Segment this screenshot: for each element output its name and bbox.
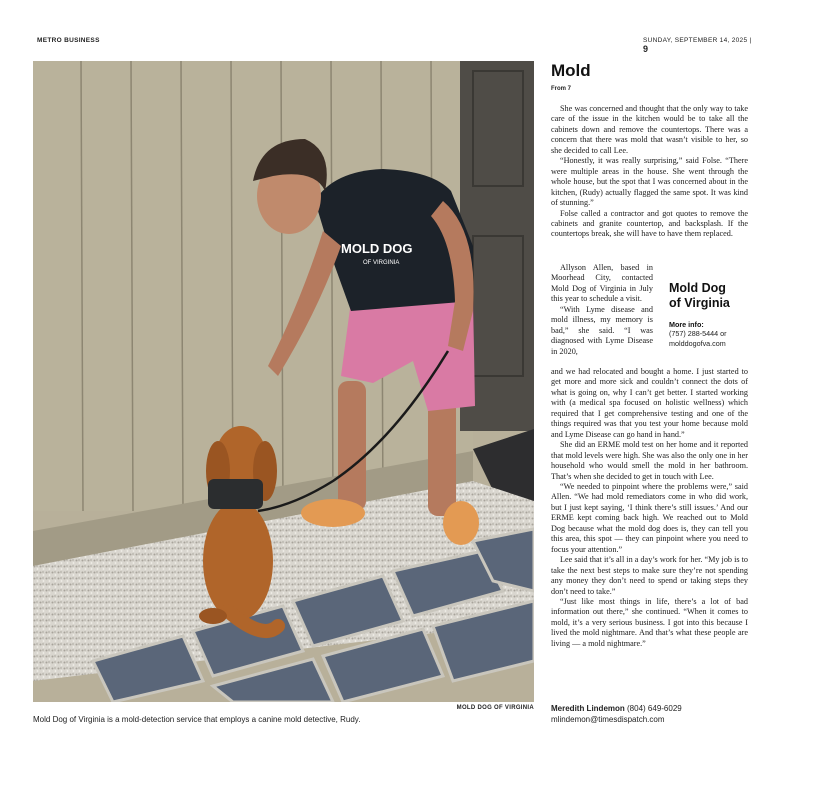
article-paragraph: “We needed to pinpoint where the problems were,” said Allen. “We had mold remediators come in who did work, but I just kept saying, ‘I think there’s still issues.’ And our ERME kept coming back high. We reached out to Mold Dog because what the mold dog does is, they can tell you this area, this spot — they can pinpoint where you need to focus your attention.” (551, 481, 748, 554)
photo-caption: Mold Dog of Virginia is a mold-detection service that employs a canine mold detective, Rudy. (33, 715, 361, 724)
author-name: Meredith Lindemon (551, 704, 625, 713)
article-paragraph: She did an ERME mold test on her home and it reported that mold levels were high. She was also the only one in her household who would smell the mold in her bathroom. That’s when she decided to get in touch with Lee. (551, 440, 748, 481)
info-box-phone: (757) 288-5444 or (669, 329, 727, 338)
dog (203, 501, 273, 621)
article-body-narrow (551, 263, 653, 357)
info-box-title-line1: Mold Dog (669, 281, 726, 295)
info-box-label: More info: (669, 320, 704, 329)
article-paragraph: “With Lyme disease and mold illness, my memory is bad,” she said. “I was diagnosed with Lyme Disease in 2020, (551, 304, 653, 356)
shirt-logo-text: MOLD DOG (341, 241, 413, 256)
author-phone: (804) 649-6029 (627, 704, 682, 713)
article-photo (33, 61, 534, 702)
shirt-logo-subtext: OF VIRGINIA (363, 260, 400, 266)
photo-credit: MOLD DOG OF VIRGINIA (456, 705, 534, 711)
section-label: METRO BUSINESS (37, 37, 100, 44)
page-number: 9 (643, 44, 649, 54)
byline (551, 704, 682, 725)
jump-line: From 7 (551, 86, 572, 92)
info-box-website: molddogofva.com (669, 339, 726, 348)
info-box (669, 281, 751, 349)
article-headline: Mold (551, 61, 591, 80)
article-paragraph: and we had relocated and bought a home. I just started to get more and more sick and couldn’t connect the dots of what is going on, why I can’t get better. I started working with (a medical spa focused on holistic wellness) which required that I get comprehensive testing and one of the things required was that you test your home because mold and Lyme Disease can go hand in hand.” (551, 367, 748, 439)
article-paragraph: Lee said that it’s all in a day’s work for her. “My job is to take the next best steps to make sure they’re not spending any money they don’t need to spend or taking steps they don’t need to take.” (551, 555, 748, 596)
article-paragraph: “Just like most things in life, there’s a lot of bad information out there,” she continued. “When it comes to mold, it’s a very serious business. I got into this because I lived the mold nightmare. And that’s what these people are living — a mold nightmare.” (551, 596, 748, 648)
article-paragraph: Allyson Allen, based in Moorhead City, contacted Mold Dog of Virginia in July this year to schedule a visit. (551, 263, 653, 304)
header-separator: | (749, 37, 752, 44)
article-body-bottom (551, 367, 748, 649)
article-paragraph: She was concerned and thought that the only way to take care of the issue in the kitchen would be to take all the cabinets down and remove the countertops. There was a concern that there was mold that wasn’t visible to her, so she decided to call Lee. (551, 104, 748, 155)
dog-harness (208, 479, 263, 509)
article-paragraph: “Honestly, it was really surprising,” said Folse. “There were multiple areas in the house. She went through the whole house, but the spot that I was concerned about in the kitchen, (Rudy) actually flagged the same spot. It was kind of stunning.” (551, 156, 748, 208)
page-header-date (643, 37, 753, 54)
article-paragraph: Folse called a contractor and got quotes to remove the cabinets and granite countertop, and backsplash. If the countertops break, she will have to have them replaced. (551, 208, 748, 239)
issue-date: SUNDAY, SEPTEMBER 14, 2025 (643, 37, 748, 44)
author-email: mlindemon@timesdispatch.com (551, 714, 665, 724)
info-box-title-line2: of Virginia (669, 296, 730, 310)
article-body-top (551, 104, 748, 240)
